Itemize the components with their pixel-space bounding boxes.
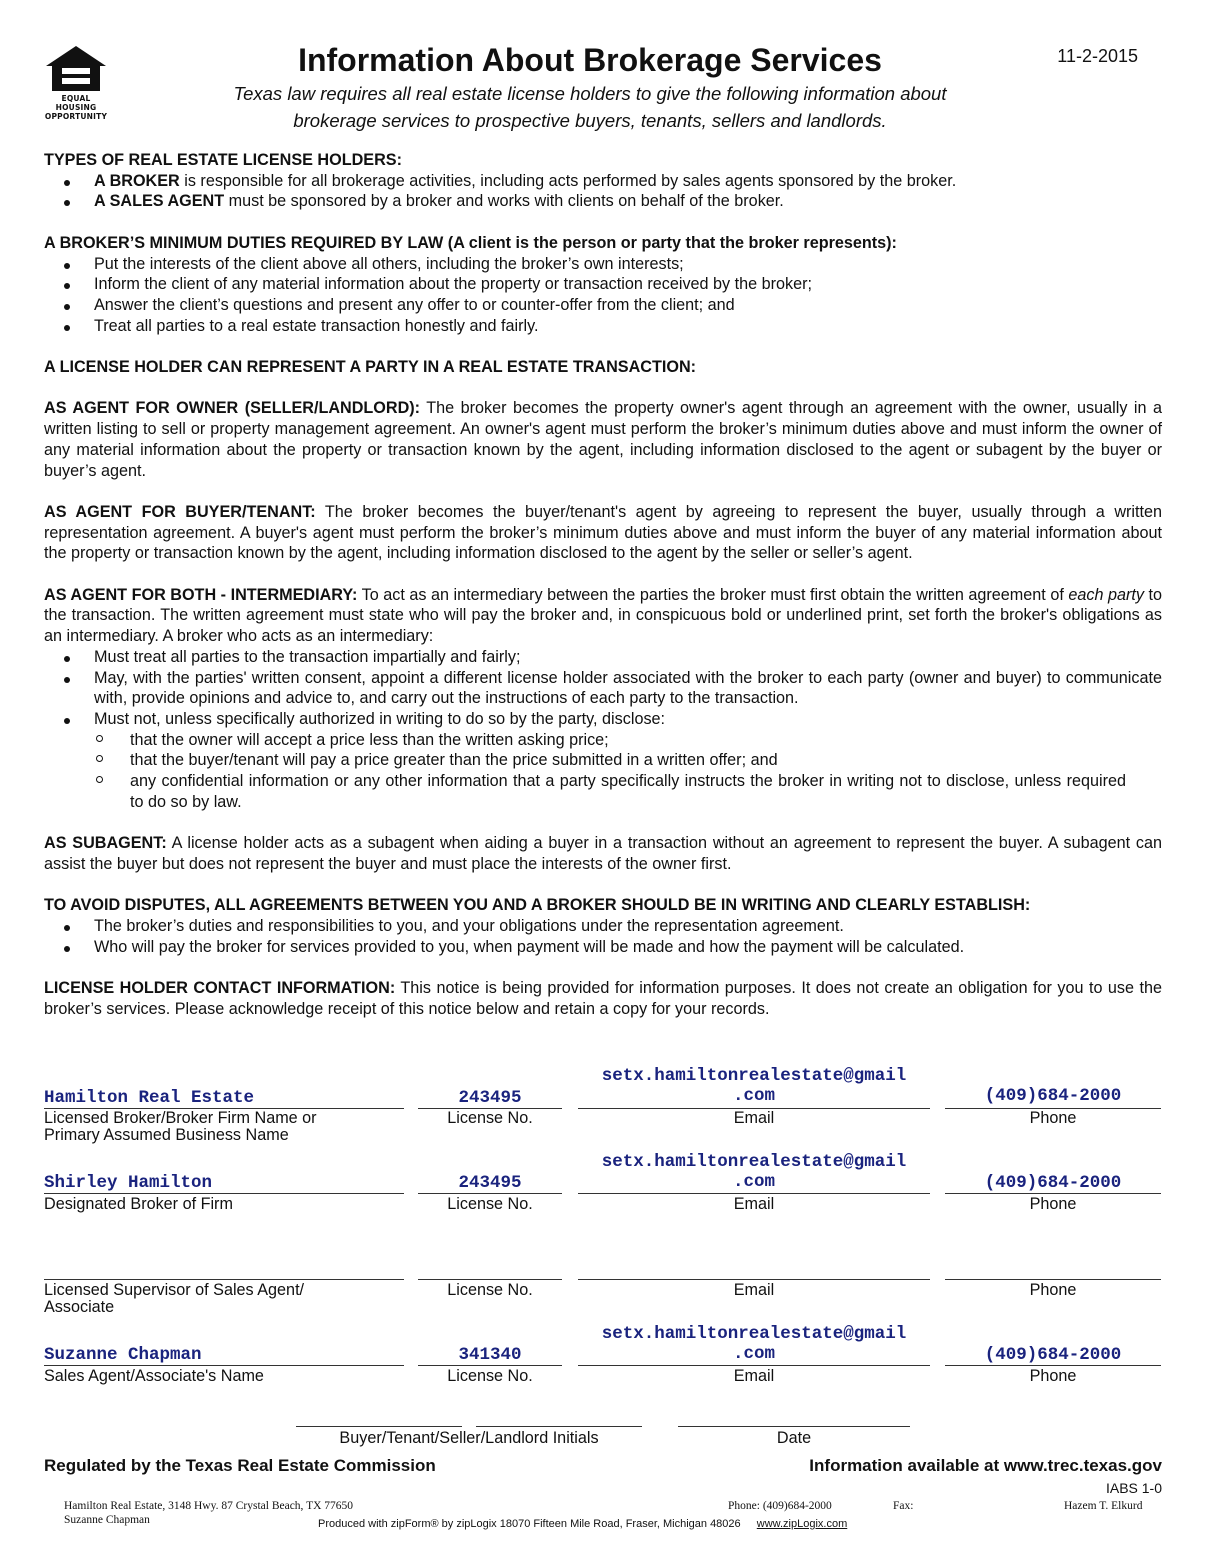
intermediary-text: to the transaction. The written agreement must state who will pay the broker and, in conspicuous bold or underlined print, set forth the broker's obligations as an intermediary. A broker who acts as an intermediary: [44,585,1162,646]
email-line: .com [732,1344,775,1364]
document-body [44,150,1162,1019]
sub-list-item: that the buyer/tenant will pay a price greater than the price submitted in a written offer; and [44,750,1162,771]
label-line: Licensed Supervisor of Sales Agent/ [44,1281,305,1299]
owner-paragraph [44,398,1162,481]
duties-list [44,254,1162,337]
phone-label: Phone [1029,1281,1077,1299]
footer-address: Hamilton Real Estate, 3148 Hwy. 87 Crystal Beach, TX 77650 [64,1500,354,1512]
label-line: Associate [44,1298,115,1316]
buyer-paragraph [44,502,1162,564]
list-item: Must treat all parties to the transaction impartially and fairly; [44,647,1162,668]
form-id: IABS 1-0 [1105,1480,1162,1496]
sub-list-item: any confidential information or any other information that a party specifically instructs the broker in writing not to disclose, unless required to do so by law. [44,771,1162,812]
types-heading: TYPES OF REAL ESTATE LICENSE HOLDERS: [44,151,402,169]
broker-term: A BROKER [94,171,180,190]
email-label: Email [733,1195,775,1213]
email-line: setx.hamiltonrealestate@gmail [601,1152,907,1172]
footer-user: Hazem T. Elkurd [1064,1500,1143,1512]
intermediary-emphasis: each party [1068,585,1144,604]
subtitle-line: brokerage services to prospective buyers, tenants, sellers and landlords. [293,110,887,131]
duties-heading: A BROKER’S MINIMUM DUTIES REQUIRED BY LAW (A client is the person or party that the broker represents): [44,233,897,252]
footer-phone: Phone: (409)684-2000 [728,1500,832,1512]
phone-label: Phone [1029,1109,1077,1127]
designated-broker-label: Designated Broker of Firm [44,1195,233,1213]
license-label: License No. [447,1367,533,1385]
initials-field-1[interactable] [296,1406,462,1427]
phone-label: Phone [1029,1367,1077,1385]
intermediary-list [44,647,1162,730]
types-list [44,171,1162,212]
footer-fax: Fax: [893,1500,914,1512]
email-label: Email [733,1281,775,1299]
list-item: May, with the parties' written consent, appoint a different license holder associated with the broker to each party (owner and buyer) to communicate with, provide opinions and advice to, and carry out the instructions of each party to the transaction. [44,668,1162,709]
list-item [44,191,1162,212]
broker-firm-label [44,1110,317,1144]
broker-firm-email-field[interactable] [578,1066,930,1109]
list-item: Must not, unless specifically authorized in writing to do so by the party, disclose: [44,709,1162,730]
buyer-term: AS AGENT FOR BUYER/TENANT: [44,502,316,521]
sales-agent-label: Sales Agent/Associate's Name [44,1367,264,1385]
email-label: Email [733,1109,775,1127]
form-date: 11-2-2015 [1057,46,1138,66]
date-field[interactable] [678,1406,910,1427]
sales-agent-phone-field[interactable]: (409)684-2000 [945,1345,1161,1366]
email-line: .com [732,1086,775,1106]
ziplogix-link[interactable]: www.zipLogix.com [756,1518,848,1530]
regulated-by: Regulated by the Texas Real Estate Commission [44,1456,436,1475]
broker-firm-name-field[interactable]: Hamilton Real Estate [44,1088,404,1109]
intermediary-paragraph [44,585,1162,647]
list-item: The broker’s duties and responsibilities to you, and your obligations under the representation agreement. [44,916,1162,937]
supervisor-phone-field[interactable] [945,1259,1161,1280]
email-line: setx.hamiltonrealestate@gmail [601,1324,907,1344]
sales-agent-name-field[interactable]: Suzanne Chapman [44,1345,404,1366]
contact-text: This notice is being provided for information purposes. It does not create an obligation for you to use the broker’s services. Please acknowledge receipt of this notice below and retain a copy for your records. [44,979,1162,1018]
subagent-term: AS SUBAGENT: [44,834,167,853]
info-available: Information available at www.trec.texas.gov [809,1456,1162,1475]
subtitle-line: Texas law requires all real estate license holders to give the following information about [233,83,947,104]
broker-firm-license-field[interactable]: 243495 [418,1088,562,1109]
represent-heading: A LICENSE HOLDER CAN REPRESENT A PARTY IN A REAL ESTATE TRANSACTION: [44,358,697,376]
initials-label: Buyer/Tenant/Seller/Landlord Initials [339,1429,599,1447]
email-line: setx.hamiltonrealestate@gmail [601,1066,907,1086]
designated-broker-phone-field[interactable]: (409)684-2000 [945,1173,1161,1194]
subagent-paragraph [44,833,1162,874]
intermediary-text: To act as an intermediary between the parties the broker must first obtain the written agreement of [357,585,1069,604]
footer-agent: Suzanne Chapman [64,1514,150,1526]
designated-broker-name-field[interactable]: Shirley Hamilton [44,1173,404,1194]
sales-agent-license-field[interactable]: 341340 [418,1345,562,1366]
designated-broker-license-field[interactable]: 243495 [418,1173,562,1194]
broker-text: is responsible for all brokerage activities, including acts performed by sales agents sponsored by the broker. [179,171,957,190]
email-label: Email [733,1367,775,1385]
supervisor-name-field[interactable] [44,1259,404,1280]
broker-firm-phone-field[interactable]: (409)684-2000 [945,1086,1161,1109]
label-line: Licensed Broker/Broker Firm Name or [44,1109,317,1127]
sales-agent-term: A SALES AGENT [94,192,225,211]
initials-field-2[interactable] [476,1406,642,1427]
sales-agent-email-field[interactable] [578,1324,930,1366]
intermediary-term: AS AGENT FOR BOTH - INTERMEDIARY: [44,585,358,604]
list-item: Treat all parties to a real estate transaction honestly and fairly. [44,316,1162,337]
sub-list-item: that the owner will accept a price less than the written asking price; [44,730,1162,751]
produced-text: Produced with zipForm® by zipLogix 18070 Fifteen Mile Road, Fraser, Michigan 48026 [318,1518,741,1530]
contact-paragraph [44,978,1162,1019]
date-label: Date [776,1429,812,1447]
label-line: Primary Assumed Business Name [44,1126,289,1144]
license-label: License No. [447,1109,533,1127]
page-subtitle [180,80,1000,134]
supervisor-email-field[interactable] [578,1259,930,1280]
sales-agent-text: must be sponsored by a broker and works with clients on behalf of the broker. [224,192,784,211]
supervisor-license-field[interactable] [418,1259,562,1280]
subagent-text: A license holder acts as a subagent when aiding a buyer in a transaction without an agreement to represent the buyer. A subagent can assist the buyer but does not represent the buyer and must place the interests of the owner first. [44,834,1162,873]
intermediary-sublist [44,730,1162,813]
list-item [44,171,1162,192]
designated-broker-email-field[interactable] [578,1152,930,1194]
email-line: .com [732,1172,775,1192]
buyer-text: The broker becomes the buyer/tenant's agent by agreeing to represent the buyer, usually through a written representation agreement. A buyer's agent must perform the broker’s minimum duties above and must inform the buyer of any material information about the property or transaction known by the agent, including information disclosed to the agent by the seller or seller’s agent. [44,502,1162,563]
owner-term: AS AGENT FOR OWNER (SELLER/LANDLORD): [44,399,421,418]
phone-label: Phone [1029,1195,1077,1213]
list-item: Put the interests of the client above all others, including the broker’s own interests; [44,254,1162,275]
list-item: Answer the client’s questions and present any offer to or counter-offer from the client; and [44,295,1162,316]
logo-text: EQUAL HOUSING OPPORTUNITY [44,94,108,121]
footer-produced [318,1518,847,1530]
list-item: Who will pay the broker for services provided to you, when payment will be made and how the payment will be calculated. [44,937,1162,958]
owner-text: The broker becomes the property owner's agent through an agreement with the owner, usually in a written listing to sell or property management agreement. An owner's agent must perform the broker’s minimum duties above and must inform the owner of any material information about the property or transaction known by the agent, including information disclosed to the agent or subagent by the buyer or buyer’s agent. [44,399,1162,480]
disputes-heading: TO AVOID DISPUTES, ALL AGREEMENTS BETWEEN YOU AND A BROKER SHOULD BE IN WRITING AND CLEARLY ESTABLISH: [44,896,1031,915]
contact-term: LICENSE HOLDER CONTACT INFORMATION: [44,979,396,997]
disputes-list [44,916,1162,957]
license-label: License No. [447,1195,533,1213]
page-title: Information About Brokerage Services [298,42,882,78]
license-label: License No. [447,1281,533,1299]
supervisor-label [44,1282,304,1316]
list-item: Inform the client of any material information about the property or transaction received by the broker; [44,274,1162,295]
